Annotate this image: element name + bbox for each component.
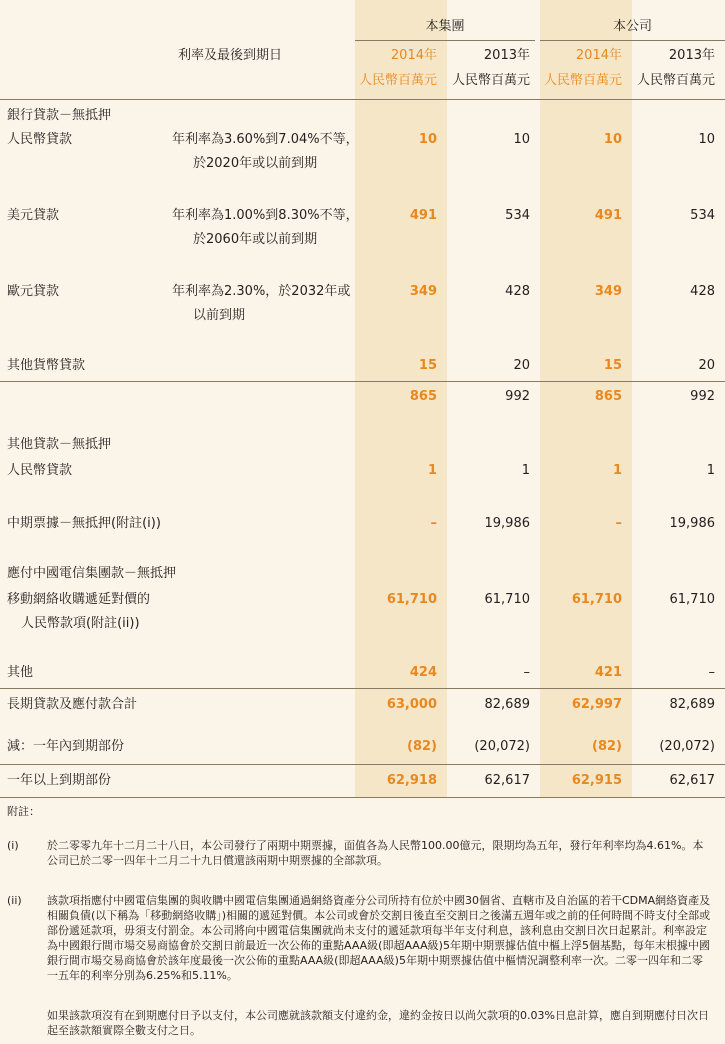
- company-2014-year: 2014年: [575, 48, 622, 63]
- company-header-rule: [540, 40, 725, 41]
- cell-company-2014: 1: [612, 463, 622, 478]
- group-2014-year: 2014年: [390, 48, 437, 63]
- row-rate-line1: 年利率為1.00%到8.30%不等，: [172, 208, 359, 223]
- cell-group-2013: 534: [505, 208, 530, 223]
- cell-group-2014: 15: [418, 358, 437, 373]
- row-label: 移動網絡收購遞延對價的: [7, 592, 151, 607]
- cell-company-2013: 10: [698, 132, 715, 147]
- cell-company-2013: –: [708, 665, 715, 680]
- cell-company-2013: 428: [690, 284, 715, 299]
- row-label: 歐元貸款: [7, 284, 60, 299]
- cell-company-2013: 61,710: [669, 592, 715, 607]
- note-number: (i): [7, 839, 19, 852]
- cell-company-2014: 62,915: [571, 773, 622, 788]
- cell-company-2014: 421: [594, 665, 622, 680]
- company-2014-unit: 人民幣百萬元: [543, 73, 622, 88]
- cell-group-2014: (82): [407, 739, 437, 754]
- cell-company-2014: 865: [594, 389, 622, 404]
- row-rate-line2: 於2020年或以前到期: [193, 156, 318, 171]
- subtotal-rule: [0, 381, 725, 382]
- cell-company-2014: 349: [594, 284, 622, 299]
- header-company: 本公司: [612, 19, 652, 34]
- cell-group-2013: –: [523, 665, 530, 680]
- cell-company-2014: 491: [594, 208, 622, 223]
- note-number: (ii): [7, 894, 22, 907]
- group-2014-unit: 人民幣百萬元: [358, 73, 437, 88]
- cell-company-2013: 82,689: [669, 697, 715, 712]
- cell-group-2014: 349: [409, 284, 437, 299]
- row-label: 人民幣貸款: [7, 463, 73, 478]
- table-bottom-rule: [0, 797, 725, 798]
- header-group: 本集團: [425, 19, 465, 34]
- row-label: 長期貸款及應付款合計: [7, 697, 138, 712]
- cell-group-2014: 62,918: [386, 773, 437, 788]
- company-2013-year: 2013年: [668, 48, 715, 63]
- cell-company-2013: 1: [706, 463, 715, 478]
- cell-company-2013: 992: [690, 389, 715, 404]
- cell-group-2014: 424: [409, 665, 437, 680]
- net-rule: [0, 764, 725, 765]
- cell-company-2014: 62,997: [571, 697, 622, 712]
- row-label: 其他貨幣貸款: [7, 358, 86, 373]
- row-label: 其他: [7, 665, 34, 680]
- cell-company-2014: 15: [603, 358, 622, 373]
- row-rate-line2: 以前到期: [193, 308, 246, 323]
- row-label: 減：一年內到期部份: [7, 739, 125, 754]
- cell-group-2013: 62,617: [484, 773, 530, 788]
- cell-company-2014: 10: [603, 132, 622, 147]
- cell-group-2014: 63,000: [386, 697, 437, 712]
- group-2013-unit: 人民幣百萬元: [451, 73, 530, 88]
- cell-company-2014: 61,710: [571, 592, 622, 607]
- cell-company-2014: –: [615, 516, 622, 531]
- cell-group-2013: 1: [521, 463, 530, 478]
- cell-group-2013: 82,689: [484, 697, 530, 712]
- header-bottom-rule: [0, 99, 725, 100]
- row-rate-line2: 於2060年或以前到期: [193, 232, 318, 247]
- cell-group-2014: 491: [409, 208, 437, 223]
- row-rate-line1: 年利率為2.30%，於2032年或: [172, 284, 351, 299]
- company-2013-unit: 人民幣百萬元: [636, 73, 715, 88]
- row-label: 應付中國電信集團款－無抵押: [7, 566, 177, 581]
- cell-group-2014: 1: [427, 463, 437, 478]
- row-label: 人民幣貸款: [7, 132, 73, 147]
- row-label: 一年以上到期部份: [7, 773, 112, 788]
- note-text: 如果該款項沒有在到期應付日予以支付，本公司應就該款額支付違約金，違約金按日以尚欠款項的0.03%日息計算，應自到期應付日次日起至該款額實際全數支付之日。: [47, 1009, 709, 1037]
- cell-company-2013: 19,986: [669, 516, 715, 531]
- row-label: 人民幣款項(附註(ii)): [21, 616, 140, 631]
- note-text: 於二零零九年十二月二十八日，本公司發行了兩期中期票據，面值各為人民幣100.00億元，限期均為五年，發行年利率均為4.61%。本公司已於二零一四年十二月二十九日償還該兩期中期票據的全部款項。: [47, 839, 704, 867]
- rate-header: 利率及最後到期日: [178, 48, 283, 63]
- cell-company-2013: (20,072): [659, 739, 715, 754]
- cell-company-2014: (82): [592, 739, 622, 754]
- row-label: 美元貸款: [7, 208, 60, 223]
- cell-group-2013: 10: [513, 132, 530, 147]
- row-label: 其他貸款－無抵押: [7, 437, 112, 452]
- cell-group-2013: 61,710: [484, 592, 530, 607]
- cell-group-2013: 428: [505, 284, 530, 299]
- total-rule: [0, 688, 725, 689]
- cell-group-2014: –: [430, 516, 437, 531]
- cell-group-2014: 10: [418, 132, 437, 147]
- cell-company-2013: 534: [690, 208, 715, 223]
- row-label: 銀行貸款－無抵押: [7, 108, 112, 123]
- note-text: 該款項指應付中國電信集團的與收購中國電信集團通過網絡資產分公司所持有位於中國30個省、直轄市及自治區的若干CDMA網絡資產及相關負債(以下稱為「移動網絡收購」)相關的遞延對價。本公司或會於交割日後直至交割日之後滿五週年或之前的任何時間不時支付全部或部份遞延款項，毋須支付罰金。本公司將向中國電信集團就尚未支付的遞延款項每半年支付利息，該利息由交割日次日起累計。利率設定為中國銀行間市場交易商協會於交割日前最近一次公佈的重點AAA級(即超AAA級)5年期中期票據估值中樞上浮5個基點，每年末根據中國銀行間市場交易商協會於該年度最後一次公佈的重點AAA級(即超AAA級)5年期中期票據估值中樞情況調整利率一次。二零一四年和二零一五年的利率分別為6.25%和5.11%。: [47, 894, 711, 982]
- cell-group-2014: 61,710: [386, 592, 437, 607]
- cell-group-2013: 20: [513, 358, 530, 373]
- group-2013-year: 2013年: [483, 48, 530, 63]
- cell-company-2013: 20: [698, 358, 715, 373]
- cell-group-2013: (20,072): [474, 739, 530, 754]
- cell-group-2013: 992: [505, 389, 530, 404]
- notes-heading: 附註：: [7, 805, 40, 818]
- row-label: 中期票據－無抵押(附註(i)): [7, 516, 161, 531]
- cell-company-2013: 62,617: [669, 773, 715, 788]
- cell-group-2013: 19,986: [484, 516, 530, 531]
- group-header-rule: [355, 40, 535, 41]
- row-rate-line1: 年利率為3.60%到7.04%不等，: [172, 132, 359, 147]
- cell-group-2014: 865: [409, 389, 437, 404]
